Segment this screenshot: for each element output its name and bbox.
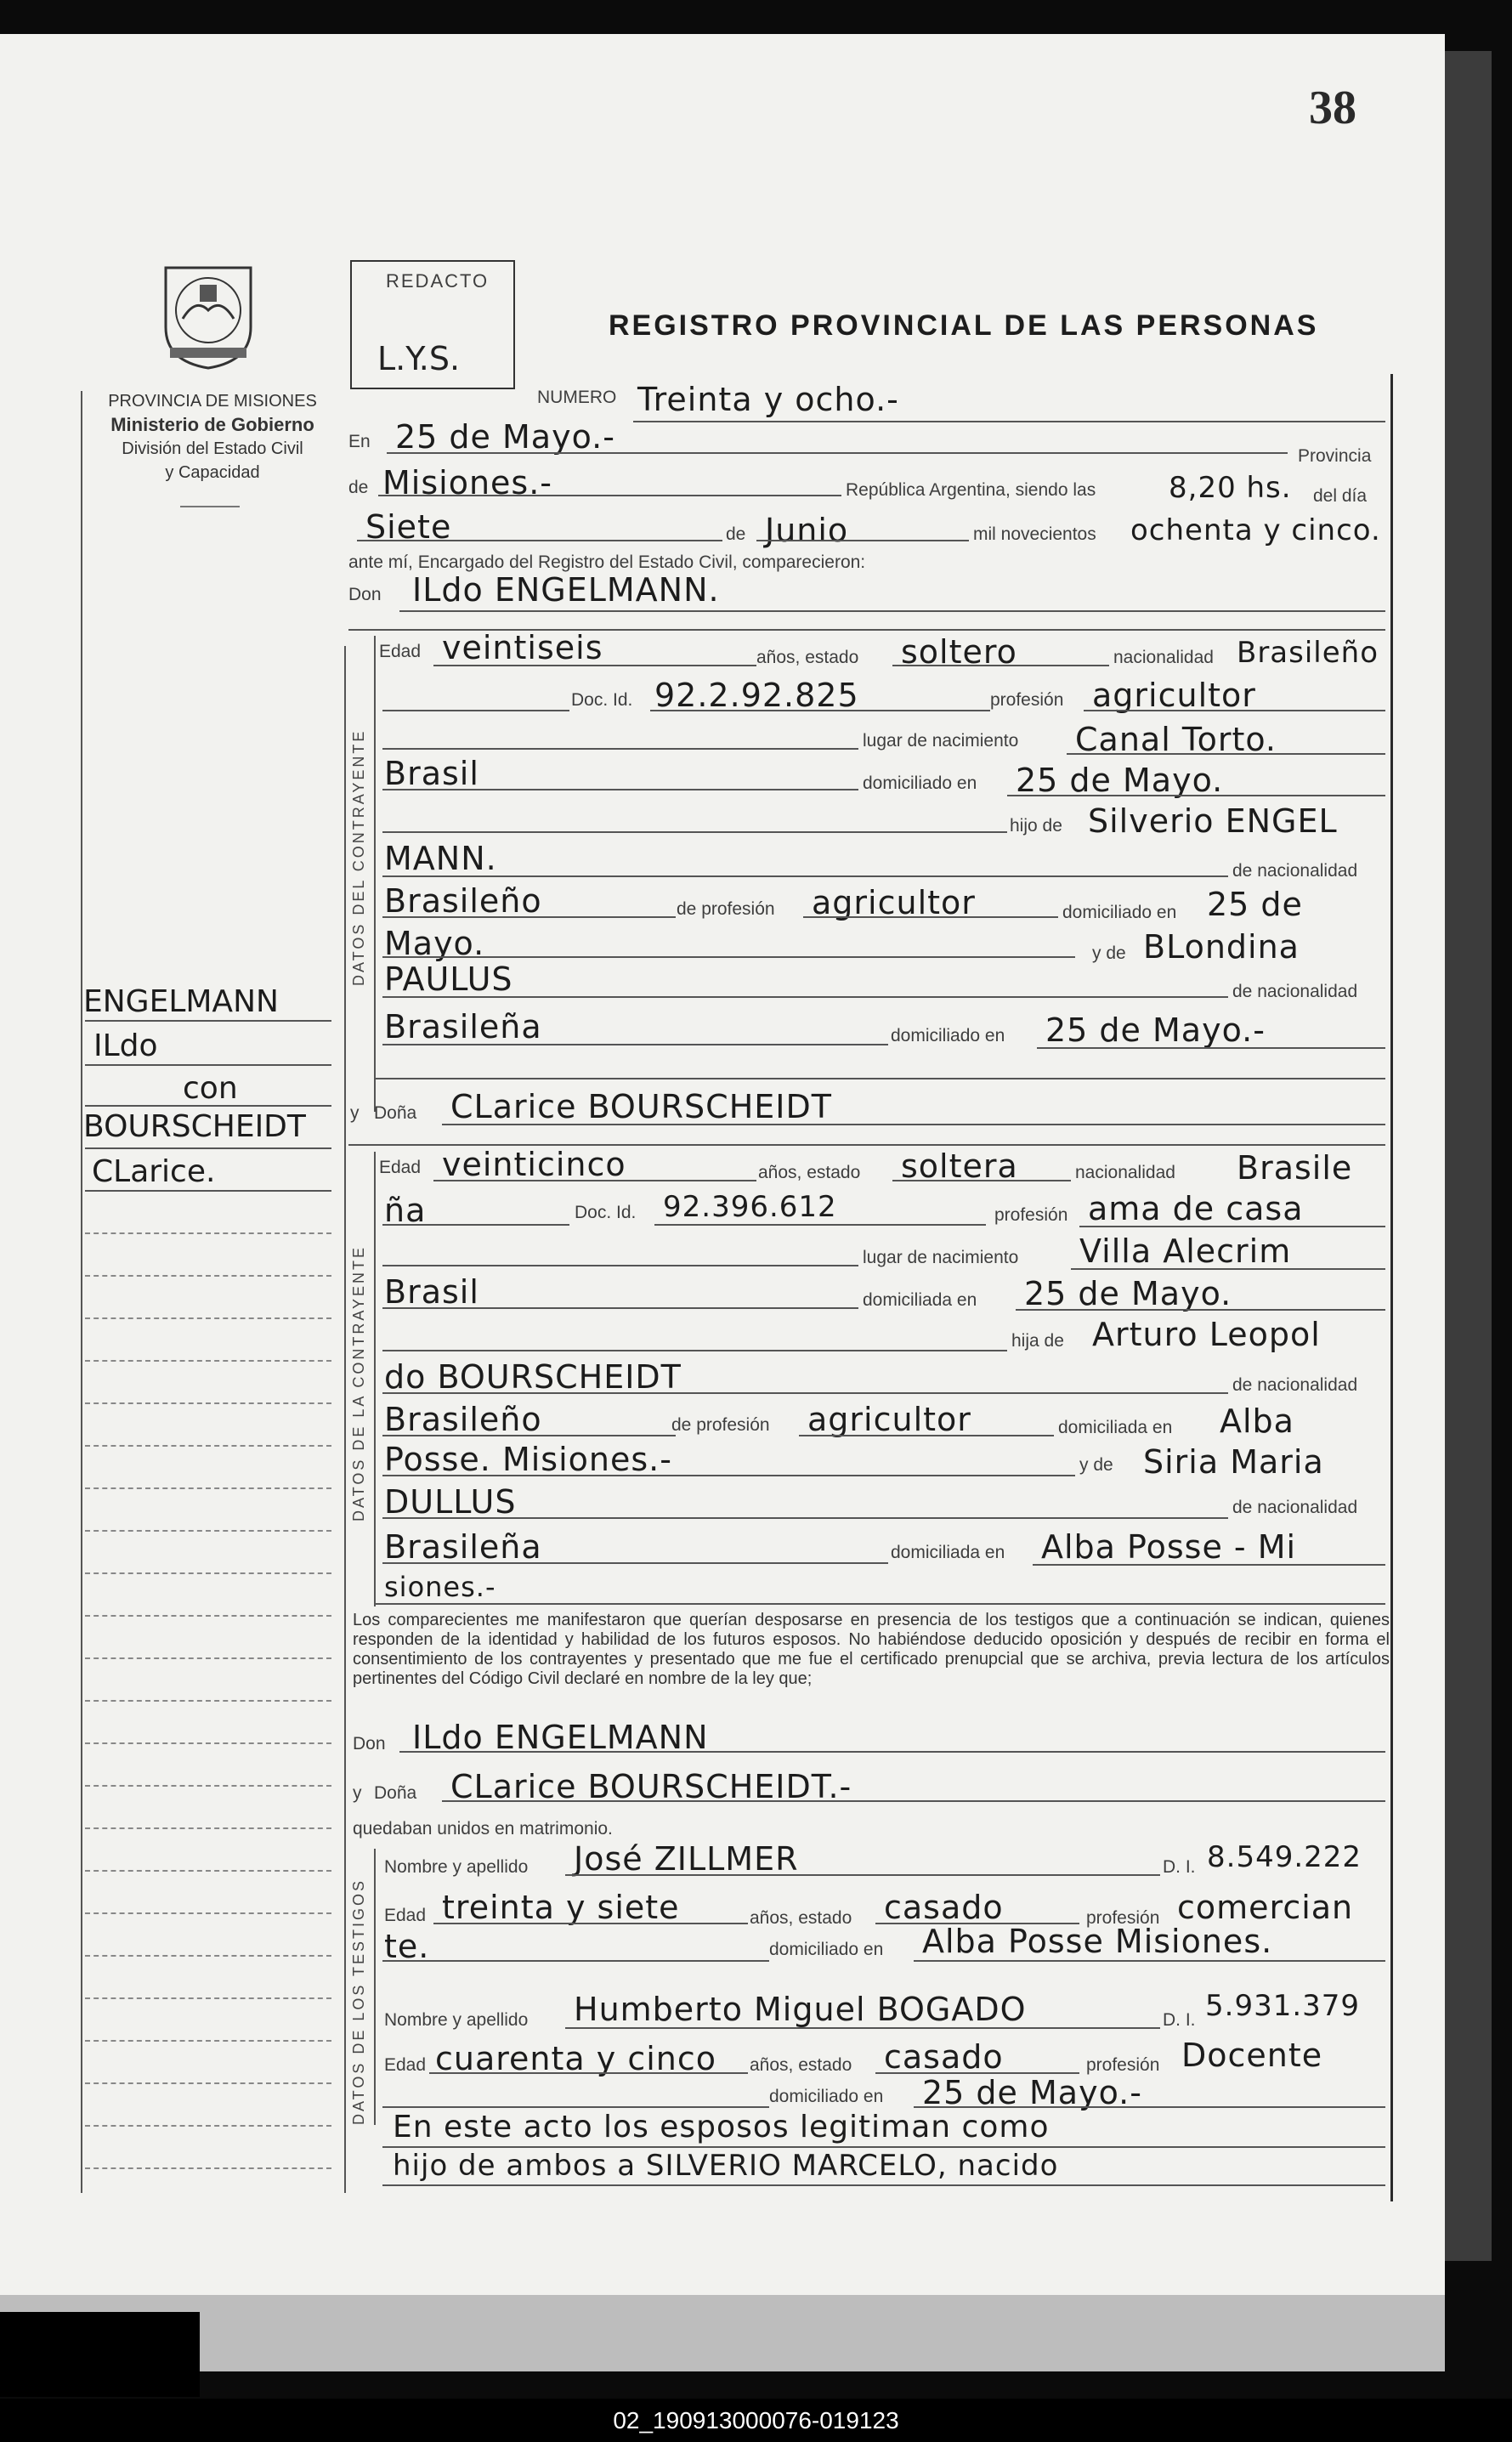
left-margin-rule <box>81 391 82 2193</box>
rule <box>433 1180 756 1181</box>
lugar-nac-label-2: lugar de nacimiento <box>863 1248 1019 1267</box>
rule <box>85 2167 331 2169</box>
rule <box>442 1124 1385 1125</box>
groom-edad: veintiseis <box>442 629 603 666</box>
groom-madre-1: BLondina <box>1143 928 1300 966</box>
rule <box>433 665 756 666</box>
section-rule <box>374 1152 376 1606</box>
rule <box>382 1044 888 1045</box>
bride-padre-2: do BOURSCHEIDT <box>384 1358 682 1396</box>
ante-label: ante mí, Encargado del Registro del Estado Civil, comparecieron: <box>348 552 866 572</box>
witness1-name: José ZILLMER <box>574 1840 799 1878</box>
inner-margin-rule <box>344 646 346 2193</box>
profesion-label: profesión <box>990 690 1064 710</box>
nacionalidad-label: nacionalidad <box>1113 648 1214 667</box>
rule <box>565 2027 1160 2029</box>
rule <box>382 1517 1228 1519</box>
margin-note-line-2: ILdo <box>93 1028 158 1063</box>
bride-padre-dom-1: Alba <box>1220 1402 1294 1440</box>
nacionalidad-label-2: nacionalidad <box>1075 1163 1175 1182</box>
provincia-value: Misiones.- <box>382 464 552 501</box>
groom-padre-1: Silverio ENGEL <box>1088 802 1338 840</box>
dia-value: Siete <box>365 508 452 546</box>
republica-label: República Argentina, siendo las <box>846 480 1096 500</box>
anio-value: ochenta y cinco. <box>1130 513 1381 547</box>
y-de-label: y de <box>1092 943 1126 963</box>
union-don: ILdo ENGELMANN <box>412 1719 709 1756</box>
rule <box>1079 1226 1385 1227</box>
page-title: REGISTRO PROVINCIAL DE LAS PERSONAS <box>609 309 1319 342</box>
rule <box>429 2072 748 2074</box>
rule <box>85 1615 331 1617</box>
witness2-edad: cuarenta y cinco <box>435 2040 717 2077</box>
rule <box>85 1402 331 1404</box>
rule <box>85 1360 331 1362</box>
bride-madre-2: DULLUS <box>384 1483 517 1521</box>
rule <box>85 2040 331 2042</box>
witness2-profesion: Docente <box>1181 2037 1323 2074</box>
rule <box>85 1700 331 1702</box>
province-line-1: PROVINCIA DE MISIONES <box>108 392 317 411</box>
declaration-paragraph: Los comparecientes me manifestaron que querían desposarse en presencia de los testigos que a continuación se indican, quienes responden de la identidad y habilidad de los futuros esposos. No habiéndose deducido oposición y después de recibir en forma el consentimiento de los contrayentes y presentado que me fue el certificado prenupcial que se archiva, previa lectura de los artículos pertinentes del Código Civil declaré en nombre de la ley que; <box>353 1611 1390 1688</box>
bride-lugar-nac-2: Brasil <box>384 1273 479 1311</box>
domiciliada-label-3: domiciliada en <box>891 1543 1005 1562</box>
domiciliado-label-2: domiciliado en <box>1062 903 1177 922</box>
bride-padre-dom-2: Posse. Misiones.- <box>384 1441 672 1478</box>
rule <box>756 540 969 541</box>
bride-estado: soltera <box>901 1147 1018 1185</box>
de-profesion-label-2: de profesión <box>671 1415 770 1435</box>
rule <box>442 1800 1385 1802</box>
rule <box>85 1572 331 1574</box>
anos-estado-label-2: años, estado <box>758 1163 861 1182</box>
rule <box>382 956 1075 958</box>
rule <box>1067 753 1385 755</box>
bride-madre-dom-1: Alba Posse - Mi <box>1041 1528 1297 1566</box>
redacto-box <box>350 260 515 389</box>
bride-lugar-nac-1: Villa Alecrim <box>1079 1232 1292 1270</box>
domiciliado-label-3: domiciliado en <box>891 1026 1005 1045</box>
rule <box>799 1435 1054 1436</box>
y-label-2: y <box>353 1783 362 1803</box>
domiciliado-label-5: domiciliado en <box>769 2087 884 2106</box>
groom-estado: soltero <box>901 633 1017 671</box>
rule <box>1071 1268 1385 1270</box>
rule <box>633 421 1385 422</box>
section-rule <box>374 636 376 1112</box>
y-label: y <box>350 1103 360 1123</box>
witness2-domicilio: 25 de Mayo.- <box>922 2074 1142 2111</box>
groom-madre-dom: 25 de Mayo.- <box>1045 1011 1266 1049</box>
doc-label-2: Doc. Id. <box>575 1203 637 1222</box>
en-value: 25 de Mayo.- <box>395 418 615 456</box>
don-label: Don <box>348 585 382 604</box>
rule <box>85 2125 331 2127</box>
witness1-profesion-2: te. <box>384 1928 430 1965</box>
rule <box>85 1657 331 1659</box>
di-label-1: D. I. <box>1163 1857 1196 1877</box>
de-nacionalidad-label-4: de nacionalidad <box>1232 1498 1358 1517</box>
y-de-label-2: y de <box>1079 1455 1113 1475</box>
witness1-profesion-1: comercian <box>1177 1889 1354 1926</box>
lugar-nac-label: lugar de nacimiento <box>863 731 1019 751</box>
rule <box>382 875 1228 877</box>
groom-domicilio: 25 de Mayo. <box>1016 762 1224 799</box>
rule <box>382 1960 769 1962</box>
rule <box>1084 710 1385 711</box>
rule <box>85 1190 331 1192</box>
rule <box>85 1530 331 1532</box>
groom-profesion: agricultor <box>1092 677 1256 714</box>
rule <box>387 452 1288 454</box>
section-rule <box>374 1849 376 2125</box>
rule <box>382 1350 1007 1351</box>
groom-padre-nac: Brasileño <box>384 882 542 920</box>
hora-value: 8,20 hs. <box>1169 471 1292 505</box>
rule <box>85 1742 331 1744</box>
rule <box>374 1603 1385 1605</box>
witness1-di: 8.549.222 <box>1207 1840 1362 1874</box>
groom-lugar-nac-2: Brasil <box>384 755 479 792</box>
province-header <box>76 389 348 484</box>
rule <box>433 1923 748 1924</box>
witness1-estado: casado <box>884 1889 1004 1926</box>
profesion-label-2: profesión <box>994 1205 1068 1225</box>
bride-madre-dom-2: siones.- <box>384 1571 496 1603</box>
rule <box>374 1078 1385 1079</box>
bride-nacionalidad-1: Brasile <box>1237 1149 1353 1187</box>
margin-note-line-5: CLarice. <box>92 1154 216 1189</box>
rule <box>85 1020 331 1022</box>
de-nacionalidad-label-2: de nacionalidad <box>1232 982 1358 1001</box>
de-nacionalidad-label: de nacionalidad <box>1232 861 1358 881</box>
rule <box>378 495 841 496</box>
groom-doc: 92.2.92.825 <box>654 677 859 714</box>
rule <box>914 1960 1385 1962</box>
dona-label: Doña <box>374 1103 417 1123</box>
groom-madre-2: PAULUS <box>384 960 513 998</box>
rule <box>399 610 1385 612</box>
rule <box>382 1265 858 1266</box>
doc-label: Doc. Id. <box>571 690 633 710</box>
bride-doc: 92.396.612 <box>663 1190 837 1224</box>
bride-madre-nac: Brasileña <box>384 1528 542 1566</box>
witness2-name: Humberto Miguel BOGADO <box>574 1991 1027 2028</box>
redacto-value: L.Y.S. <box>377 340 461 377</box>
rule <box>382 1307 858 1309</box>
de-profesion-label: de profesión <box>677 899 775 919</box>
anos-estado-label-3: años, estado <box>750 1908 852 1928</box>
de-label: de <box>348 478 369 497</box>
rule <box>85 1232 331 1234</box>
margin-note-line-4: BOURSCHEIDT <box>83 1109 306 1144</box>
edad-label-3: Edad <box>384 1906 427 1925</box>
bride-profesion: ama de casa <box>1088 1190 1304 1227</box>
rule <box>85 1955 331 1957</box>
hija-de-label: hija de <box>1011 1331 1064 1351</box>
rule <box>382 748 858 750</box>
rule <box>85 1105 331 1107</box>
bride-madre-1: Siria Maria <box>1143 1443 1324 1481</box>
side-label-bride: DATOS DE LA CONTRAYENTE <box>350 1244 367 1521</box>
rule <box>382 1224 569 1226</box>
de2-label: de <box>726 524 746 544</box>
rule <box>85 1317 331 1319</box>
side-label-witnesses: DATOS DE LOS TESTIGOS <box>350 1878 367 2125</box>
rule <box>85 1870 331 1872</box>
rule <box>85 1147 331 1149</box>
witness2-estado: casado <box>884 2038 1004 2076</box>
rule <box>382 1562 888 1564</box>
redacto-label: REDACTO <box>386 270 490 292</box>
provincia-label: Provincia <box>1298 446 1372 466</box>
rule <box>399 1751 1385 1753</box>
rule <box>565 1874 1160 1876</box>
province-line-2: Ministerio de Gobierno <box>110 414 314 435</box>
rule <box>85 1064 331 1066</box>
bride-padre-nac: Brasileño <box>384 1401 542 1438</box>
profesion-label-4: profesión <box>1086 2055 1160 2075</box>
groom-padre-prof: agricultor <box>812 884 976 921</box>
note-line-2: hijo de ambos a SILVERIO MARCELO, nacido <box>393 2149 1059 2183</box>
numero-label: NUMERO <box>537 388 617 407</box>
domiciliada-label-2: domiciliada en <box>1058 1418 1173 1437</box>
anos-estado-label-4: años, estado <box>750 2055 852 2075</box>
right-margin-rule <box>1390 374 1393 2201</box>
rule <box>382 710 569 711</box>
groom-padre-2: MANN. <box>384 840 497 877</box>
rule <box>85 1275 331 1277</box>
numero-value: Treinta y ocho.- <box>637 381 899 418</box>
witness1-edad: treinta y siete <box>442 1889 680 1926</box>
rule <box>85 1997 331 1999</box>
province-line-3: División del Estado Civil <box>122 439 303 458</box>
rule <box>85 1487 331 1489</box>
domiciliado-label: domiciliado en <box>863 773 977 793</box>
book-edge <box>1445 51 1492 2261</box>
anos-estado-label: años, estado <box>756 648 859 667</box>
scan-caption: 02_190913000076-019123 <box>0 2399 1512 2442</box>
margin-note-line-1: ENGELMANN <box>83 984 279 1019</box>
rule <box>382 789 858 790</box>
groom-name: ILdo ENGELMANN. <box>412 571 720 609</box>
rule <box>914 2106 1385 2108</box>
mes-value: Junio <box>765 512 849 549</box>
rule <box>85 1912 331 1914</box>
rule <box>1037 1047 1385 1049</box>
bride-nacionalidad-2: ña <box>384 1192 427 1229</box>
profesion-label-3: profesión <box>1086 1908 1160 1928</box>
nombre-label-1: Nombre y apellido <box>384 1857 529 1877</box>
rule <box>382 916 676 918</box>
del-dia-label: del día <box>1313 486 1368 506</box>
hijo-de-label: hijo de <box>1010 816 1062 836</box>
edad-label-2: Edad <box>379 1158 422 1177</box>
rule <box>85 1827 331 1829</box>
rule <box>892 665 1109 666</box>
rule <box>650 710 990 711</box>
bride-name: CLarice BOURSCHEIDT <box>450 1088 832 1125</box>
rule <box>1033 1564 1385 1566</box>
page-number: 38 <box>1309 82 1356 134</box>
page-bottom-shadow <box>0 2295 1445 2371</box>
bride-padre-1: Arturo Leopol <box>1092 1316 1321 1353</box>
groom-lugar-nac-1: Canal Torto. <box>1075 721 1277 758</box>
rule <box>382 2106 769 2108</box>
rule <box>1016 1309 1385 1311</box>
rule <box>1007 795 1385 796</box>
rule <box>892 1180 1071 1181</box>
mil-label: mil novecientos <box>973 524 1096 544</box>
rule <box>803 916 1058 918</box>
edad-label-4: Edad <box>384 2055 427 2075</box>
bride-domicilio: 25 de Mayo. <box>1024 1275 1232 1312</box>
rule <box>382 2184 1385 2186</box>
rule <box>85 2082 331 2084</box>
divider <box>180 506 240 507</box>
union-dona: CLarice BOURSCHEIDT.- <box>450 1768 852 1805</box>
rule <box>382 1392 1228 1394</box>
rule <box>382 1435 676 1436</box>
nombre-label-2: Nombre y apellido <box>384 2010 529 2030</box>
di-label-2: D. I. <box>1163 2010 1196 2030</box>
side-label-groom: DATOS DEL CONTRAYENTE <box>350 728 367 986</box>
rule <box>382 2146 1385 2148</box>
groom-padre-dom-2: Mayo. <box>384 925 485 962</box>
bride-edad: veinticinco <box>442 1146 626 1183</box>
dona-label-2: Doña <box>374 1783 417 1803</box>
groom-nacionalidad: Brasileño <box>1237 636 1379 670</box>
note-line-1: En este acto los esposos legitiman como <box>393 2110 1050 2145</box>
domiciliado-label-4: domiciliado en <box>769 1940 884 1959</box>
rule <box>654 1224 986 1226</box>
groom-madre-nac: Brasileña <box>384 1008 542 1045</box>
rule <box>382 1475 1075 1476</box>
en-label: En <box>348 432 371 451</box>
province-line-4: y Capacidad <box>165 463 260 482</box>
domiciliada-label: domiciliada en <box>863 1290 977 1310</box>
scan-border <box>0 2312 200 2397</box>
margin-note-line-3: con <box>183 1071 238 1106</box>
province-seal-icon <box>157 259 259 370</box>
witness2-di: 5.931.379 <box>1205 1989 1361 2023</box>
rule <box>85 1445 331 1447</box>
rule <box>357 540 722 541</box>
quedaban-label: quedaban unidos en matrimonio. <box>353 1819 613 1839</box>
de-nacionalidad-label-3: de nacionalidad <box>1232 1375 1358 1395</box>
don-label-2: Don <box>353 1734 386 1754</box>
rule <box>382 996 1228 998</box>
edad-label: Edad <box>379 642 422 661</box>
bride-padre-prof: agricultor <box>807 1401 971 1438</box>
rule <box>85 1785 331 1787</box>
rule <box>382 831 1007 833</box>
witness1-domicilio: Alba Posse Misiones. <box>922 1923 1273 1960</box>
groom-padre-dom-1: 25 de <box>1207 886 1303 923</box>
